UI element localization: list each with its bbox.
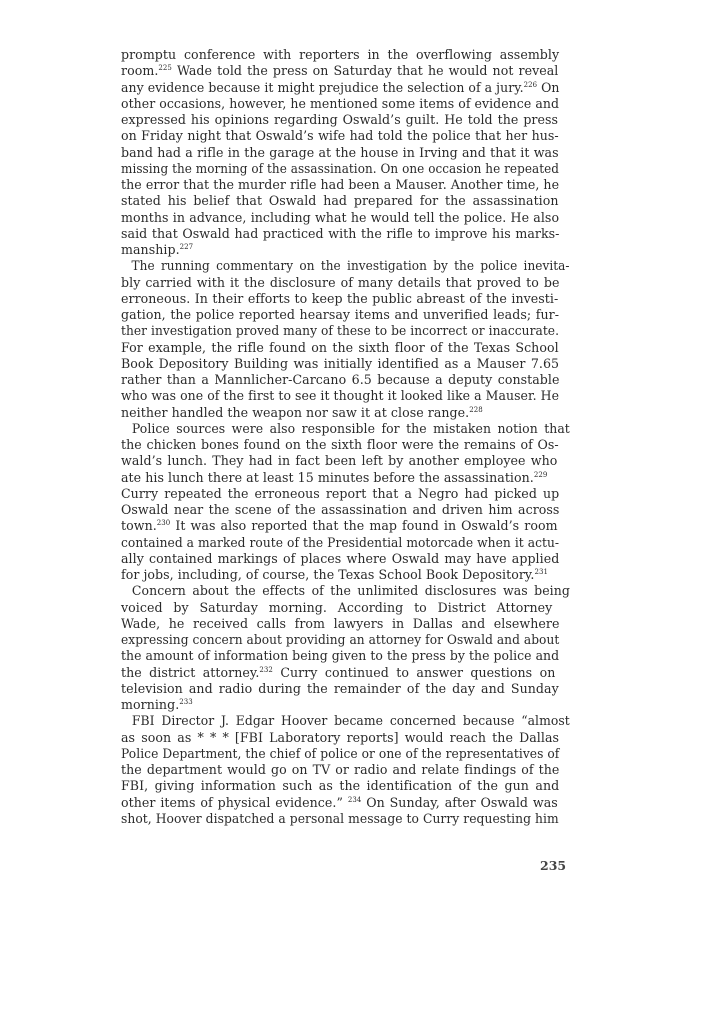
text-line (121, 502, 559, 518)
line-text: missing the morning of the assassination. On one occasion he repeated (121, 160, 559, 176)
footnote-marker: 231 (534, 568, 548, 576)
line-text: Police Department, the chief of police or one of the representatives of (121, 745, 560, 761)
line-text: the department would go on TV or radio and relate findings of the (121, 762, 560, 777)
line-text: contained a marked route of the Presidential motorcade when it actu- (121, 534, 560, 550)
text-line (121, 307, 559, 323)
line-text: The running commentary on the investigation by the police inevita- (131, 258, 570, 274)
text-line (121, 405, 559, 421)
text-line (121, 795, 559, 811)
text-line (121, 96, 559, 112)
line-text: who was one of the first to see it thought it looked like a Mauser. He (121, 388, 560, 404)
line-text: ther investigation proved many of these to be incorrect or inaccurate. (121, 323, 560, 339)
line-text: manship. (121, 242, 180, 257)
text-line (121, 388, 559, 404)
line-text: town. (121, 518, 157, 534)
page-number: 235 (540, 858, 567, 873)
line-text: FBI Director J. Edgar Hoover became concerned because “almost (131, 713, 570, 729)
footnote-marker: 234 (347, 795, 362, 804)
text-line (121, 275, 559, 291)
text-line (121, 421, 570, 437)
text-line (121, 648, 559, 664)
line-text: Curry repeated the erroneous report that a Negro had picked up (121, 485, 560, 501)
text-line (121, 258, 570, 274)
line-text: room. (121, 63, 159, 79)
paragraph (121, 258, 570, 421)
document-page-body (121, 47, 570, 827)
line-text-continued: It was also reported that the map found in Oswald’s room (170, 518, 558, 534)
text-line (121, 47, 559, 63)
line-text: on Friday night that Oswald’s wife had told the police that her hus- (121, 128, 559, 144)
text-line (121, 681, 559, 697)
line-text: bly carried with it the disclosure of many details that proved to be (121, 274, 560, 290)
paragraph (121, 47, 559, 258)
line-text: said that Oswald had practiced with the rifle to improve his marks- (121, 225, 560, 241)
text-line (121, 762, 559, 778)
text-line (121, 437, 559, 453)
line-text: expressed his opinions regarding Oswald’s guilt. He told the press (121, 112, 559, 127)
text-line (121, 551, 559, 567)
line-text: other occasions, however, he mentioned some items of evidence and (121, 95, 560, 111)
line-text: stated his belief that Oswald had prepared for the assassination (121, 193, 559, 209)
text-line (121, 778, 559, 794)
text-line (121, 210, 559, 226)
line-text: the district attorney. (121, 664, 260, 680)
paragraph (121, 420, 570, 584)
line-text: band had a rifle in the garage at the house in Irving and that it was (121, 144, 559, 160)
line-text: for jobs, including, of course, the Texas School Book Depository. (121, 567, 535, 582)
line-text: rather than a Mannlicher-Carcano 6.5 because a deputy constable (121, 372, 560, 387)
text-line (121, 730, 559, 746)
text-line (121, 128, 559, 144)
line-text: voiced by Saturday morning. According to District Attorney (121, 599, 553, 615)
footnote-marker: 230 (156, 519, 171, 528)
text-line (121, 567, 559, 583)
footnote-marker: 226 (523, 80, 538, 89)
text-line (121, 616, 559, 632)
text-line (121, 161, 559, 177)
line-text: promptu conference with reporters in the overflowing assembly (121, 47, 560, 62)
text-line (121, 470, 559, 486)
text-line (121, 665, 559, 681)
line-text: Oswald near the scene of the assassination and driven him across (121, 502, 560, 517)
line-text: wald’s lunch. They had in fact been left by another employee who (121, 453, 558, 469)
text-line (121, 80, 559, 96)
text-line (121, 632, 559, 648)
line-text: morning. (121, 697, 180, 712)
line-text: ally contained markings of places where Oswald may have applied (121, 550, 560, 566)
line-text: Book Depository Building was initially identified as a Mauser 7.65 (121, 355, 560, 371)
line-text: any evidence because it might prejudice the selection of a jury. (121, 79, 524, 95)
line-text: neither handled the weapon nor saw it at close range. (121, 404, 470, 420)
text-line (121, 340, 559, 356)
text-line (121, 486, 559, 502)
text-line (121, 323, 559, 339)
line-text-continued: Curry continued to answer questions on (272, 664, 556, 680)
text-line (121, 193, 559, 209)
text-line (121, 291, 559, 307)
text-line (121, 63, 559, 79)
text-line (121, 145, 559, 161)
line-text: expressing concern about providing an attorney for Oswald and about (121, 632, 560, 647)
line-text: as soon as * * * [FBI Laboratory reports] would reach the Dallas (121, 729, 560, 745)
text-line (121, 372, 559, 388)
line-text: the amount of information being given to the press by the police and (121, 648, 560, 664)
line-text-continued: Wade told the press on Saturday that he would not reveal (171, 63, 559, 79)
paragraph (121, 583, 570, 713)
text-line (121, 518, 559, 534)
line-text: the error that the murder rifle had been a Mauser. Another time, he (121, 177, 560, 192)
line-text: FBI, giving information such as the identification of the gun and (121, 778, 560, 794)
line-text: television and radio during the remainder of the day and Sunday (121, 680, 559, 696)
text-line (121, 226, 559, 242)
line-text: the chicken bones found on the sixth floor were the remains of Os- (121, 437, 559, 452)
footnote-marker: 228 (469, 405, 483, 414)
line-text: shot, Hoover dispatched a personal message to Curry requesting him (121, 810, 559, 826)
line-text: erroneous. In their efforts to keep the public abreast of the investi- (121, 290, 559, 306)
text-line (121, 453, 559, 469)
line-text: Concern about the effects of the unlimited disclosures was being (131, 583, 570, 599)
text-line (121, 112, 559, 128)
text-line (121, 242, 559, 258)
text-line (121, 600, 559, 616)
line-text: other items of physical evidence.” (121, 794, 348, 810)
footnote-marker: 233 (179, 698, 193, 706)
line-text: months in advance, including what he would tell the police. He also (121, 209, 560, 225)
text-line (121, 177, 559, 193)
text-line (121, 746, 559, 762)
line-text: ate his lunch there at least 15 minutes before the assassination. (121, 469, 534, 485)
line-text: For example, the rifle found on the sixth floor of the Texas School (121, 339, 559, 355)
footnote-marker: 225 (158, 64, 172, 73)
line-text-continued: On Sunday, after Oswald was (361, 794, 558, 810)
line-text-continued: On (537, 79, 560, 95)
line-text: Wade, he received calls from lawyers in Dallas and elsewhere (121, 615, 560, 631)
paragraph (121, 713, 570, 827)
footnote-marker: 232 (259, 665, 273, 674)
text-line (121, 811, 559, 827)
text-line (121, 535, 559, 551)
text-line (121, 697, 559, 713)
text-line (121, 583, 570, 599)
line-text: gation, the police reported hearsay items and unverified leads; fur- (121, 307, 560, 322)
line-text: Police sources were also responsible for the mistaken notion that (131, 420, 570, 436)
footnote-marker: 227 (179, 243, 194, 251)
text-line (121, 713, 570, 729)
text-line (121, 356, 559, 372)
footnote-marker: 229 (533, 470, 548, 479)
